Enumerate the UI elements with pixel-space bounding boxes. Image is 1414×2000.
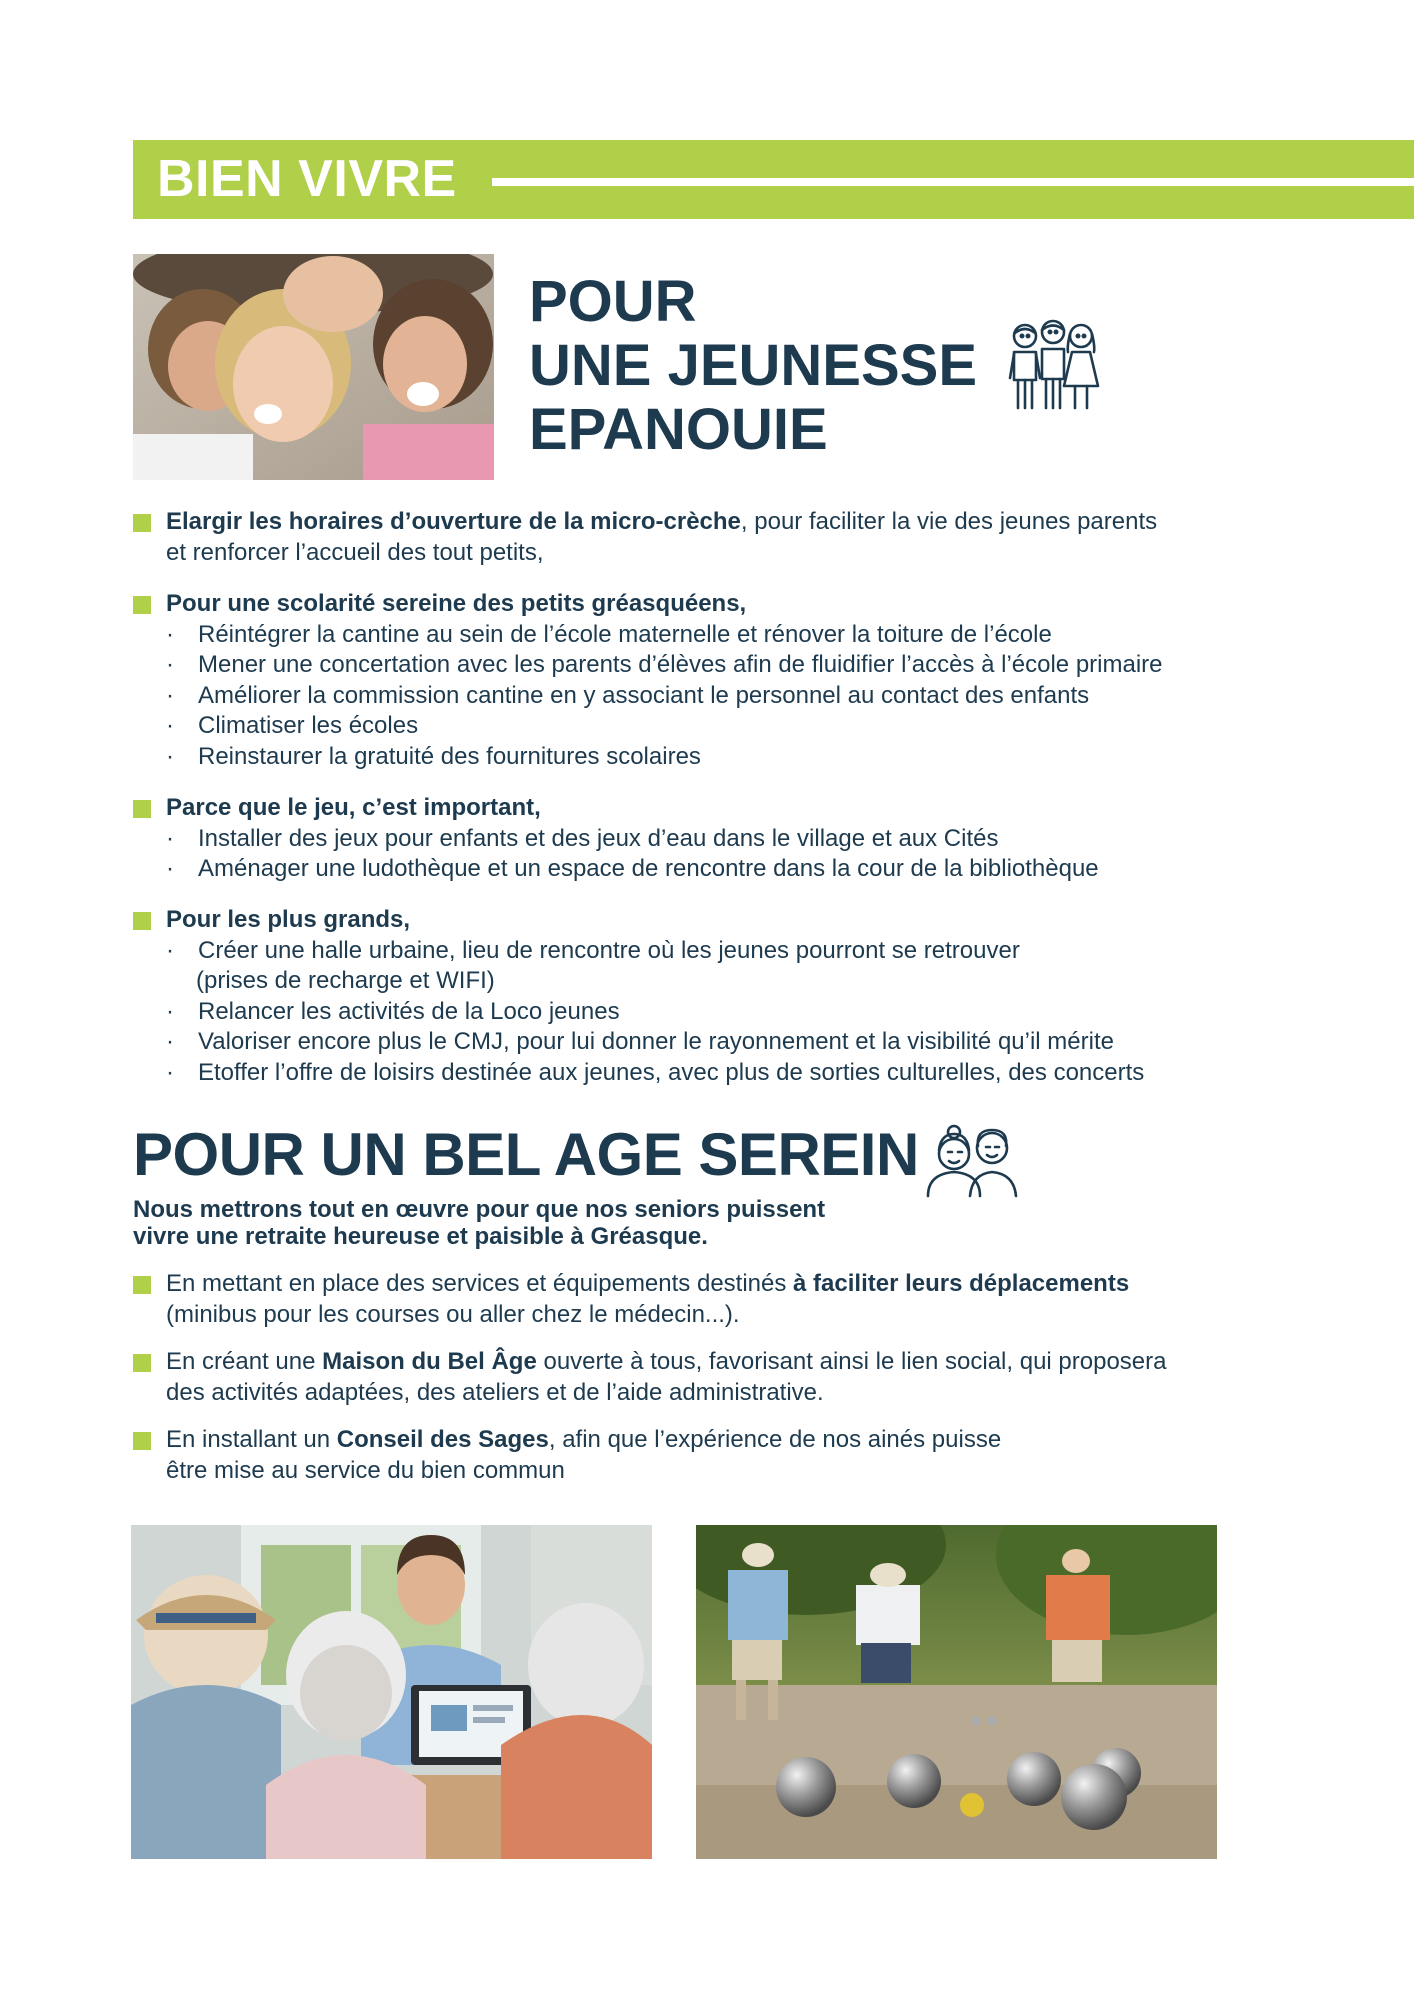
list-item: · Installer des jeux pour enfants et des jeux d’eau dans le village et aux Cités (166, 824, 1253, 855)
list-square-bullet (133, 800, 151, 818)
list-item: · Valoriser encore plus le CMJ, pour lui donner le rayonnement et la visibilité qu’il mérite (166, 1027, 1253, 1058)
section-banner (133, 140, 1414, 219)
item-bold: Elargir les horaires d’ouverture de la micro-crèche (166, 508, 741, 535)
youth-item-plus-grands (133, 905, 1253, 1088)
bullet-dot: · (166, 1028, 174, 1055)
senior-item-conseil-sages: En installant un Conseil des Sages, afin que l’expérience de nos ainés puisse être mise au service du bien commun (133, 1425, 1253, 1486)
list-square-bullet (133, 1432, 151, 1450)
bullet-dot: · (166, 620, 174, 648)
youth-item-micro-creche (133, 507, 1253, 568)
senior-item-maison-bel-age: En créant une Maison du Bel Âge ouverte à tous, favorisant ainsi le lien social, qui proposera des activités adaptées, des ateliers et de l’aide administrative. (133, 1347, 1253, 1408)
bullet-dot: · (166, 651, 174, 678)
petanque-photo (696, 1525, 1217, 1859)
list-square-bullet (133, 1354, 151, 1372)
list-item-continuation: (prises de recharge et WIFI) (196, 967, 495, 994)
senior-item-deplacements: En mettant en place des services et équipements destinés à faciliter leurs déplacements (minibus pour les courses ou aller chez le médecin...). (133, 1269, 1253, 1330)
children-group-icon (1000, 312, 1106, 418)
bullet-dot: · (166, 742, 174, 770)
senior-intro: Nous mettrons tout en œuvre pour que nos seniors puissent vivre une retraite heureuse et paisible à Gréasque. (133, 1196, 826, 1250)
list-item: · Améliorer la commission cantine en y associant le personnel au contact des enfants (166, 681, 1253, 712)
kids-smiling-photo (133, 254, 494, 480)
list-item: · Reinstaurer la gratuité des fournitures scolaires (166, 742, 1253, 773)
youth-title-line: POUR (529, 269, 697, 334)
senior-section-title: POUR UN BEL AGE SEREIN (133, 1121, 919, 1188)
elderly-couple-icon (920, 1118, 1024, 1198)
list-item: · Relancer les activités de la Loco jeunes (166, 997, 1253, 1028)
item-text: et renforcer l’accueil des tout petits, (166, 538, 544, 566)
banner-divider (492, 178, 1414, 186)
seniors-laptop-photo (131, 1525, 652, 1859)
item-bold: Pour les plus grands, (166, 906, 411, 933)
youth-item-scolarite (133, 589, 1253, 772)
list-item: · Réintégrer la cantine au sein de l’école maternelle et rénover la toiture de l’école (166, 620, 1253, 651)
bullet-dot: · (166, 681, 174, 709)
bullet-dot: · (166, 997, 174, 1025)
youth-title-line: EPANOUIE (529, 397, 828, 462)
list-item: · Mener une concertation avec les parents d’élèves afin de fluidifier l’accès à l’école primaire (166, 650, 1253, 681)
bullet-dot: · (166, 1058, 174, 1086)
list-square-bullet (133, 1276, 151, 1294)
list-item: · Créer une halle urbaine, lieu de rencontre où les jeunes pourront se retrouver (prises de recharge et WIFI) (166, 936, 1020, 994)
list-item: · Climatiser les écoles (166, 711, 1253, 742)
banner-title: BIEN VIVRE (157, 150, 457, 208)
bullet-dot: · (166, 936, 174, 964)
youth-item-jeu (133, 793, 1253, 885)
item-bold: Pour une scolarité sereine des petits gréasquéens, (166, 590, 747, 617)
bullet-dot: · (166, 712, 174, 739)
item-text: , pour faciliter la vie des jeunes parents (740, 508, 1158, 535)
list-item: · Etoffer l’offre de loisirs destinée aux jeunes, avec plus de sorties culturelles, des concerts (166, 1058, 1253, 1089)
bullet-dot: · (166, 824, 174, 852)
youth-title-line: UNE JEUNESSE (529, 333, 978, 398)
list-square-bullet (133, 596, 151, 614)
youth-section-title (529, 270, 977, 462)
item-bold: Parce que le jeu, c’est important, (166, 794, 541, 821)
list-item: · Aménager une ludothèque et un espace de rencontre dans la cour de la bibliothèque (166, 854, 1253, 885)
list-square-bullet (133, 912, 151, 930)
list-square-bullet (133, 514, 151, 532)
bullet-dot: · (166, 855, 174, 882)
